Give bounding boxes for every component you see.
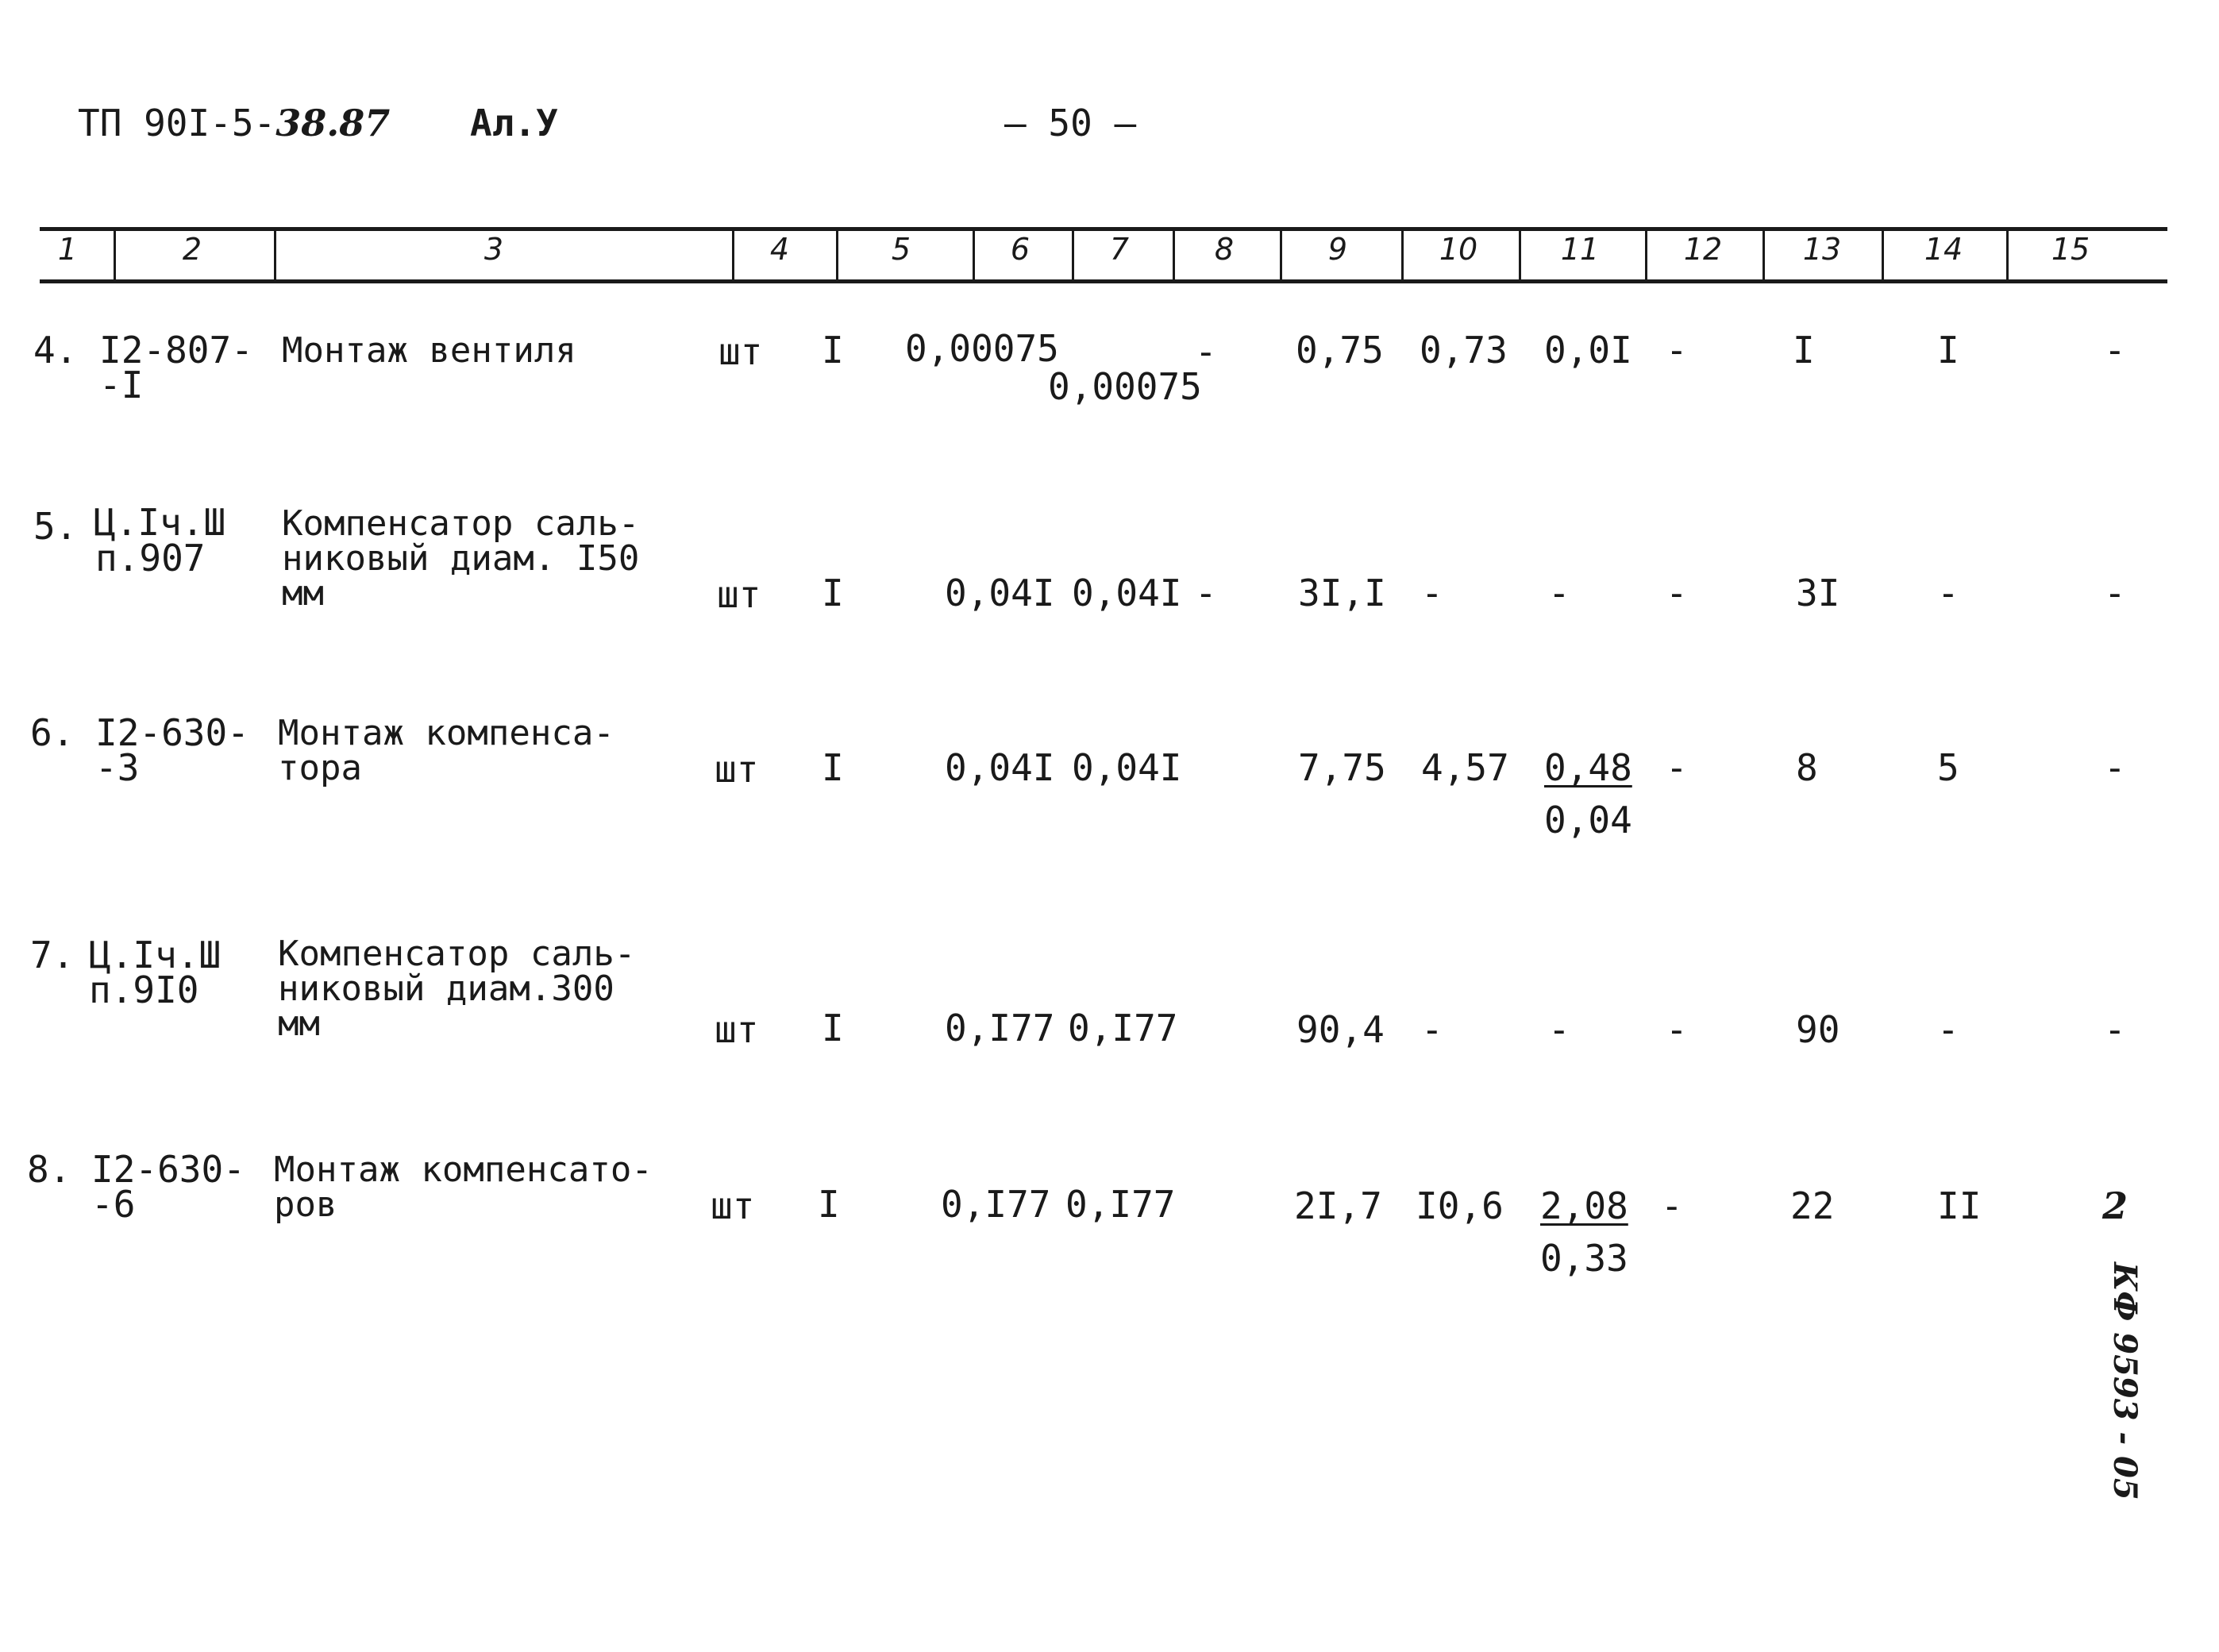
row-col6: 0,I77 [945, 1007, 1055, 1049]
row-col15: 2 [2102, 1184, 2128, 1227]
row-col13: I [1793, 329, 1815, 372]
column-divider [732, 230, 734, 279]
row-description-line: тора [278, 748, 362, 788]
row-col14: - [1937, 1008, 1959, 1051]
row-col11-denominator: 0,04 [1544, 799, 1632, 841]
column-number-8: 8 [1214, 232, 1235, 267]
row-col12: - [1666, 329, 1688, 372]
column-divider [836, 230, 838, 279]
row-col11-numerator: 0,48 [1544, 746, 1632, 789]
row-col9: 0,75 [1296, 329, 1384, 372]
row-quantity: I [822, 746, 844, 789]
row-number: 6. [30, 711, 75, 754]
row-col8: - [1195, 572, 1217, 614]
row-col7: 0,00075 [1048, 365, 1202, 408]
row-number: 8. [27, 1148, 71, 1191]
column-divider [114, 230, 116, 279]
row-col11-numerator: 2,08 [1540, 1184, 1628, 1227]
column-divider [1762, 230, 1765, 279]
doc-code [78, 103, 390, 143]
row-col12: - [1666, 1008, 1688, 1051]
row-unit: шт [711, 1184, 755, 1227]
column-divider [1882, 230, 1884, 279]
row-col9: 7,75 [1298, 746, 1386, 789]
row-col11: 0,0I [1544, 329, 1632, 372]
column-number-3: 3 [483, 232, 504, 267]
row-code-line: п.907 [95, 537, 206, 580]
row-col6: 0,04I [945, 746, 1055, 789]
row-col10: 4,57 [1421, 746, 1509, 789]
row-col6: 0,04I [945, 572, 1055, 614]
row-description-line: ров [274, 1184, 337, 1225]
row-col10: - [1421, 1008, 1443, 1051]
row-unit: шт [717, 573, 761, 616]
column-number-15: 15 [2051, 232, 2090, 267]
row-col6: 0,00075 [905, 327, 1059, 370]
column-divider [1173, 230, 1175, 279]
row-col15: - [2104, 329, 2126, 372]
row-col6: 0,I77 [941, 1183, 1051, 1226]
column-divider [1519, 230, 1521, 279]
row-col15: - [2104, 746, 2126, 789]
row-col14: I [1937, 329, 1959, 372]
row-code-line: -3 [95, 746, 140, 789]
row-quantity: I [822, 1007, 844, 1049]
column-divider [1645, 230, 1647, 279]
column-divider [274, 230, 276, 279]
row-col7: 0,I77 [1068, 1007, 1178, 1049]
column-number-13: 13 [1802, 232, 1842, 267]
row-col10: 0,73 [1420, 329, 1508, 372]
row-code-line: I2-807- [99, 329, 253, 372]
row-col10: - [1421, 572, 1443, 614]
row-description-line: Монтаж вентиля [282, 330, 576, 371]
row-code-line: I2-630- [95, 711, 249, 754]
column-number-11: 11 [1560, 232, 1600, 267]
row-col8: - [1195, 330, 1217, 373]
album-label: Ал.У [470, 102, 558, 144]
row-code-line: -I [99, 364, 144, 406]
row-code-line: -6 [91, 1183, 136, 1226]
column-number-6: 6 [1010, 232, 1031, 267]
column-divider [973, 230, 975, 279]
row-col13: 22 [1790, 1184, 1835, 1227]
column-number-10: 10 [1439, 232, 1478, 267]
row-col14: II [1937, 1184, 1982, 1227]
row-description-line: никовый диам.300 [278, 968, 614, 1009]
column-divider [1280, 230, 1282, 279]
doc-code-typed: ТП 90I-5- [78, 102, 276, 144]
row-number: 4. [33, 329, 78, 372]
row-col15: - [2104, 1008, 2126, 1051]
row-col13: 90 [1796, 1008, 1840, 1051]
column-number-2: 2 [182, 232, 202, 267]
row-col12: - [1666, 746, 1688, 789]
row-description-line: Монтаж компенса- [278, 713, 614, 753]
row-col9: 3I,I [1298, 572, 1386, 614]
row-col11: - [1548, 1008, 1570, 1051]
row-description-line: Монтаж компенсато- [274, 1149, 653, 1190]
row-col13: 8 [1796, 746, 1818, 789]
row-quantity: I [818, 1183, 840, 1226]
row-description-line: мм [282, 573, 324, 614]
row-col7: 0,I77 [1065, 1183, 1176, 1226]
row-code-line: п.9I0 [89, 968, 199, 1011]
row-description-line: Компенсатор саль- [278, 934, 636, 974]
row-col11: - [1548, 572, 1570, 614]
row-number: 5. [33, 505, 78, 548]
column-number-7: 7 [1109, 232, 1130, 267]
row-number: 7. [30, 934, 75, 976]
page-number: — 50 — [1004, 102, 1137, 144]
row-col14: 5 [1937, 746, 1959, 789]
row-description-line: Компенсатор саль- [282, 503, 640, 544]
doc-code-handwritten: 38.87 [275, 102, 391, 144]
row-unit: шт [718, 330, 763, 373]
column-number-4: 4 [769, 232, 790, 267]
row-col12: - [1666, 572, 1688, 614]
row-code-line: Ц.Iч.Ш [94, 501, 226, 544]
column-divider [1072, 230, 1074, 279]
row-col9: 90,4 [1296, 1008, 1385, 1051]
row-description-line: мм [278, 1003, 320, 1044]
column-divider [1401, 230, 1404, 279]
row-col12: - [1661, 1184, 1683, 1227]
column-number-14: 14 [1924, 232, 1963, 267]
column-divider [2006, 230, 2009, 279]
row-code-line: Ц.Iч.Ш [89, 934, 222, 976]
column-number-1: 1 [57, 232, 78, 267]
row-col10: I0,6 [1416, 1184, 1504, 1227]
row-col9: 2I,7 [1294, 1184, 1382, 1227]
row-col7: 0,04I [1072, 746, 1182, 789]
row-col14: - [1937, 572, 1959, 614]
row-col11-denominator: 0,33 [1540, 1237, 1628, 1280]
row-col13: 3I [1796, 572, 1840, 614]
row-col15: - [2104, 572, 2126, 614]
row-col7: 0,04I [1072, 572, 1182, 614]
row-code-line: I2-630- [91, 1148, 245, 1191]
row-unit: шт [715, 1008, 759, 1051]
column-number-5: 5 [891, 232, 911, 267]
row-description-line: никовый диам. I50 [282, 538, 640, 579]
row-quantity: I [822, 329, 844, 372]
header-bottom-rule [40, 279, 2167, 283]
archive-stamp: КФ 9593 - 05 [2106, 1262, 2144, 1500]
row-quantity: I [822, 572, 844, 614]
row-unit: шт [715, 748, 759, 791]
column-number-12: 12 [1683, 232, 1723, 267]
column-number-9: 9 [1327, 232, 1348, 267]
